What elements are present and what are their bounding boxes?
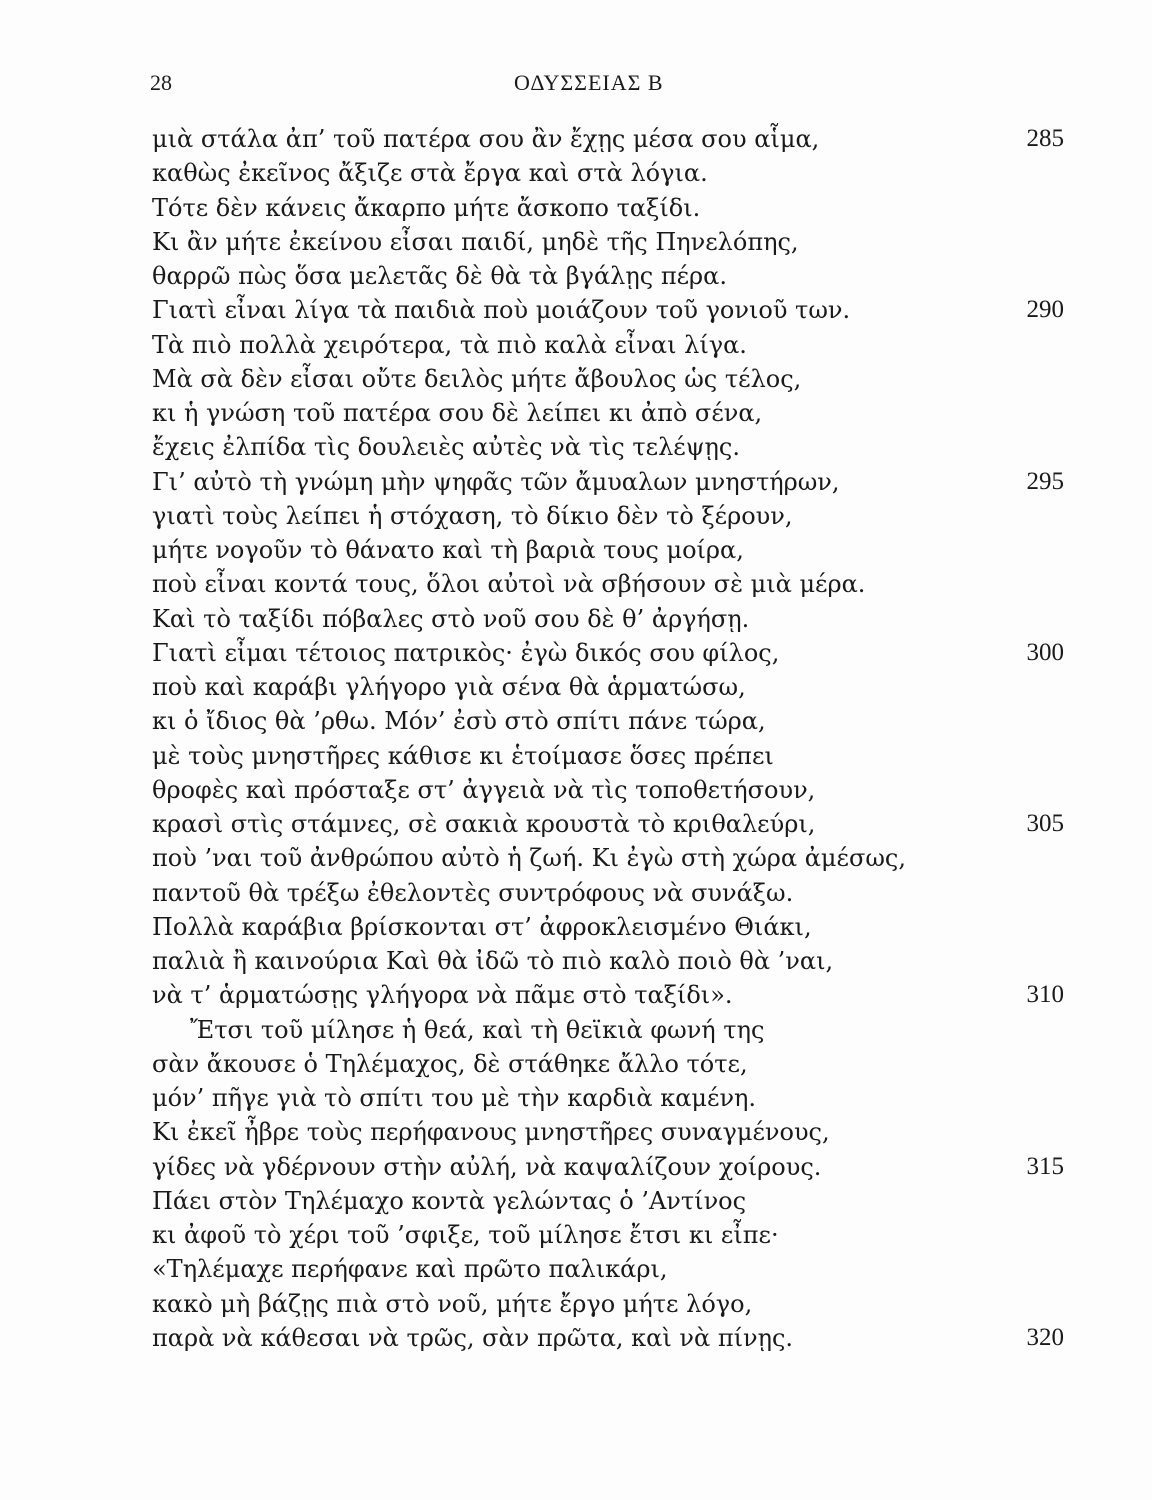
verse-line-number: 290 <box>1026 296 1064 324</box>
verse-line <box>0 1218 1152 1252</box>
verse-line-number: 320 <box>1026 1323 1064 1351</box>
verse-block <box>0 122 1152 1355</box>
verse-text: Γι’ αὐτὸ τὴ γνώμη μὴν ψηφᾶς τῶν ἄμυαλων μνηστήρων, <box>152 467 840 496</box>
verse-line <box>0 259 1152 293</box>
verse-line <box>0 1150 1152 1184</box>
verse-text: παρὰ νὰ κάθεσαι νὰ τρῶς, σὰν πρῶτα, καὶ νὰ πίνῃς. <box>152 1323 794 1352</box>
verse-text: Κι ἐκεῖ ἦβρε τοὺς περήφανους μνηστῆρες συναγμένους, <box>152 1118 830 1147</box>
verse-line <box>0 1115 1152 1149</box>
verse-line <box>0 465 1152 499</box>
page-number: 28 <box>150 70 172 95</box>
verse-text: καθὼς ἐκεῖνος ἄξιζε στὰ ἔργα καὶ στὰ λόγια. <box>152 159 708 188</box>
verse-text: θαρρῶ πὼς ὅσα μελετᾶς δὲ θὰ τὰ βγάλῃς πέρα. <box>152 262 727 290</box>
verse-line-number: 285 <box>1026 125 1064 152</box>
page-header <box>0 64 1152 104</box>
verse-line <box>0 773 1152 807</box>
verse-line <box>0 704 1152 738</box>
verse-line <box>0 1287 1152 1321</box>
verse-text: μιὰ στάλα ἀπ’ τοῦ πατέρα σου ἂν ἔχῃς μέσα σου αἷμα, <box>152 125 820 153</box>
verse-text: Τότε δὲν κάνεις ἄκαρπο μήτε ἄσκοπο ταξίδι. <box>152 193 701 222</box>
verse-line <box>0 122 1152 156</box>
verse-line <box>0 293 1152 327</box>
verse-line <box>0 396 1152 430</box>
verse-line-number: 295 <box>1026 467 1064 495</box>
verse-line <box>0 636 1152 670</box>
verse-text: Μὰ σὰ δὲν εἶσαι οὔτε δειλὸς μήτε ἄβουλος ὡς τέλος, <box>152 364 802 393</box>
verse-line-number: 305 <box>1026 810 1064 837</box>
verse-text: Τὰ πιὸ πολλὰ χειρότερα, τὰ πιὸ καλὰ εἶναι λίγα. <box>152 330 747 359</box>
verse-line <box>0 567 1152 601</box>
verse-line <box>0 1184 1152 1218</box>
verse-line <box>0 328 1152 362</box>
verse-text: νὰ τ’ ἁρματώσῃς γλήγορα νὰ πᾶμε στὸ ταξίδι». <box>152 981 733 1010</box>
running-head: ΟΔΥΣΣΕΙΑΣ Β <box>514 70 664 95</box>
verse-line <box>0 876 1152 910</box>
verse-line-number: 315 <box>1026 1152 1064 1180</box>
verse-line <box>0 602 1152 636</box>
verse-line <box>0 978 1152 1012</box>
verse-text: παντοῦ θὰ τρέξω ἐθελοντὲς συντρόφους νὰ συνάξω. <box>152 878 794 907</box>
verse-text: ἔχεις ἐλπίδα τὶς δουλειὲς αὐτὲς νὰ τὶς τελέψῃς. <box>152 433 740 462</box>
verse-line <box>0 807 1152 841</box>
verse-text: Ἔτσι τοῦ μίλησε ἡ θεά, καὶ τὴ θεϊκιὰ φωνή της <box>190 1015 765 1044</box>
verse-line <box>0 430 1152 464</box>
verse-text: κι ὁ ἴδιος θὰ ’ρθω. Μόν’ ἐσὺ στὸ σπίτι πάνε τώρα, <box>152 707 766 736</box>
verse-line <box>0 841 1152 875</box>
verse-text: κι ἀφοῦ τὸ χέρι τοῦ ’σφιξε, τοῦ μίλησε ἔτσι κι εἶπε· <box>152 1221 779 1249</box>
verse-line <box>0 1252 1152 1286</box>
verse-line <box>0 225 1152 259</box>
verse-text: Πολλὰ καράβια βρίσκονται στ’ ἀφροκλεισμένο Θιάκι, <box>152 912 812 941</box>
verse-text: γιατὶ τοὺς λείπει ἡ στόχαση, τὸ δίκιο δὲν τὸ ξέρουν, <box>152 501 793 530</box>
verse-line <box>0 362 1152 396</box>
verse-line <box>0 670 1152 704</box>
verse-text: «Τηλέμαχε περήφανε καὶ πρῶτο παλικάρι, <box>152 1255 668 1284</box>
verse-text: ποὺ ’ναι τοῦ ἀνθρώπου αὐτὸ ἡ ζωή. Κι ἐγὼ στὴ χώρα ἀμέσως, <box>152 844 906 873</box>
verse-line-number: 310 <box>1026 981 1064 1009</box>
verse-text: κακὸ μὴ βάζῃς πιὰ στὸ νοῦ, μήτε ἔργο μήτε λόγο, <box>152 1289 753 1318</box>
verse-text: Γιατὶ εἶμαι τέτοιος πατρικὸς· ἐγὼ δικός σου φίλος, <box>152 638 780 667</box>
verse-text: γίδες νὰ γδέρνουν στὴν αὐλή, νὰ καψαλίζουν χοίρους. <box>152 1152 822 1181</box>
verse-line <box>0 1013 1152 1047</box>
verse-line <box>0 533 1152 567</box>
verse-line <box>0 1321 1152 1355</box>
verse-text: μὲ τοὺς μνηστῆρες κάθισε κι ἑτοίμασε ὅσες πρέπει <box>152 741 774 770</box>
verse-text: Πάει στὸν Τηλέμαχο κοντὰ γελώντας ὁ ’Αντίνος <box>152 1186 747 1215</box>
verse-line <box>0 191 1152 225</box>
verse-line <box>0 944 1152 978</box>
verse-line <box>0 1081 1152 1115</box>
verse-text: ποὺ καὶ καράβι γλήγορο γιὰ σένα θὰ ἁρματώσω, <box>152 673 746 701</box>
verse-text: μήτε νογοῦν τὸ θάνατο καὶ τὴ βαριὰ τους μοίρα, <box>152 536 744 564</box>
verse-text: Καὶ τὸ ταξίδι πόβαλες στὸ νοῦ σου δὲ θ’ ἀργήσῃ. <box>152 604 750 633</box>
verse-line-number: 300 <box>1026 638 1064 666</box>
verse-text: κι ἡ γνώση τοῦ πατέρα σου δὲ λείπει κι ἀπὸ σένα, <box>152 399 763 427</box>
verse-text: Κι ἂν μήτε ἐκείνου εἶσαι παιδί, μηδὲ τῆς Πηνελόπης, <box>152 227 799 256</box>
verse-text: παλιὰ ἢ καινούρια Καὶ θὰ ἰδῶ τὸ πιὸ καλὸ ποιὸ θὰ ’ναι, <box>152 947 834 975</box>
verse-line <box>0 156 1152 190</box>
verse-line <box>0 910 1152 944</box>
verse-text: μόν’ πῆγε γιὰ τὸ σπίτι του μὲ τὴν καρδιὰ καμένη. <box>152 1084 757 1112</box>
verse-text: θροφὲς καὶ πρόσταξε στ’ ἀγγειὰ νὰ τὶς τοποθετήσουν, <box>152 775 816 804</box>
verse-line <box>0 1047 1152 1081</box>
verse-line <box>0 739 1152 773</box>
verse-text: κρασὶ στὶς στάμνες, σὲ σακιὰ κρουστὰ τὸ κριθαλεύρι, <box>152 810 816 838</box>
verse-text: ποὺ εἶναι κοντά τους, ὅλοι αὐτοὶ νὰ σβήσουν σὲ μιὰ μέρα. <box>152 570 866 599</box>
verse-line <box>0 499 1152 533</box>
verse-text: Γιατὶ εἶναι λίγα τὰ παιδιὰ ποὺ μοιάζουν τοῦ γονιοῦ των. <box>152 296 851 325</box>
verse-text: σὰν ἄκουσε ὁ Τηλέμαχος, δὲ στάθηκε ἄλλο τότε, <box>152 1049 748 1078</box>
